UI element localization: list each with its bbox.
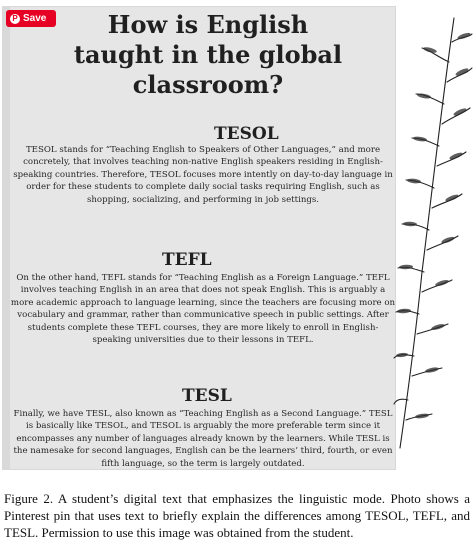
pinterest-p-icon: P bbox=[10, 14, 20, 24]
section-heading-tefl: TEFL bbox=[162, 250, 212, 270]
section-body-tefl: On the other hand, TEFL stands for “Teaching English as a Foreign Language.” TEFL involves teaching English in an area that does not speak English. This is arguably a more academic approach to language learning, since the teachers are focusing more on vocabulary and grammar, rather than communicative speech in public settings. After students complete these TEFL courses, they are more likely to enroll in English-speaking universities due to their lessons in TEFL. bbox=[10, 273, 396, 346]
pin-title: How is English taught in the global classroom? bbox=[73, 10, 343, 99]
section-body-tesl: Finally, we have TESL, also known as “Teaching English as a Second Language.” TESL is basically like TESOL, and TESOL is arguably the more preferable term since it encompasses any number of languages already known by the learners. While TESL is the namesake for second languages, English can be the learners’ third, fourth, or even fifth language, so the term is largely outdated. bbox=[13, 409, 393, 469]
figure-caption: Figure 2. A student’s digital text that emphasizes the linguistic mode. Photo shows a Pinterest pin that uses text to briefly explain the differences among TESOL, TEFL, and TESL. Permission to use this image was obtained from the student. bbox=[4, 491, 470, 540]
section-heading-tesol: TESOL bbox=[214, 124, 279, 144]
section-body-tesol: TESOL stands for “Teaching English to Speakers of Other Languages,” and more concretely, that involves teaching non-native English speakers residing in English-speaking countries. Therefore, TESOL focuses more intently on day-to-day language in order for these students to complete daily social tasks requiring English, such as shopping, socializing, and performing in job settings. bbox=[13, 145, 393, 205]
pin-edge-shadow bbox=[2, 6, 10, 470]
save-button[interactable] bbox=[6, 10, 56, 27]
section-heading-tesl: TESL bbox=[182, 386, 232, 406]
save-label: Save bbox=[23, 13, 47, 24]
pinterest-pin bbox=[2, 6, 396, 470]
fern-leaves-decoration bbox=[392, 12, 474, 452]
